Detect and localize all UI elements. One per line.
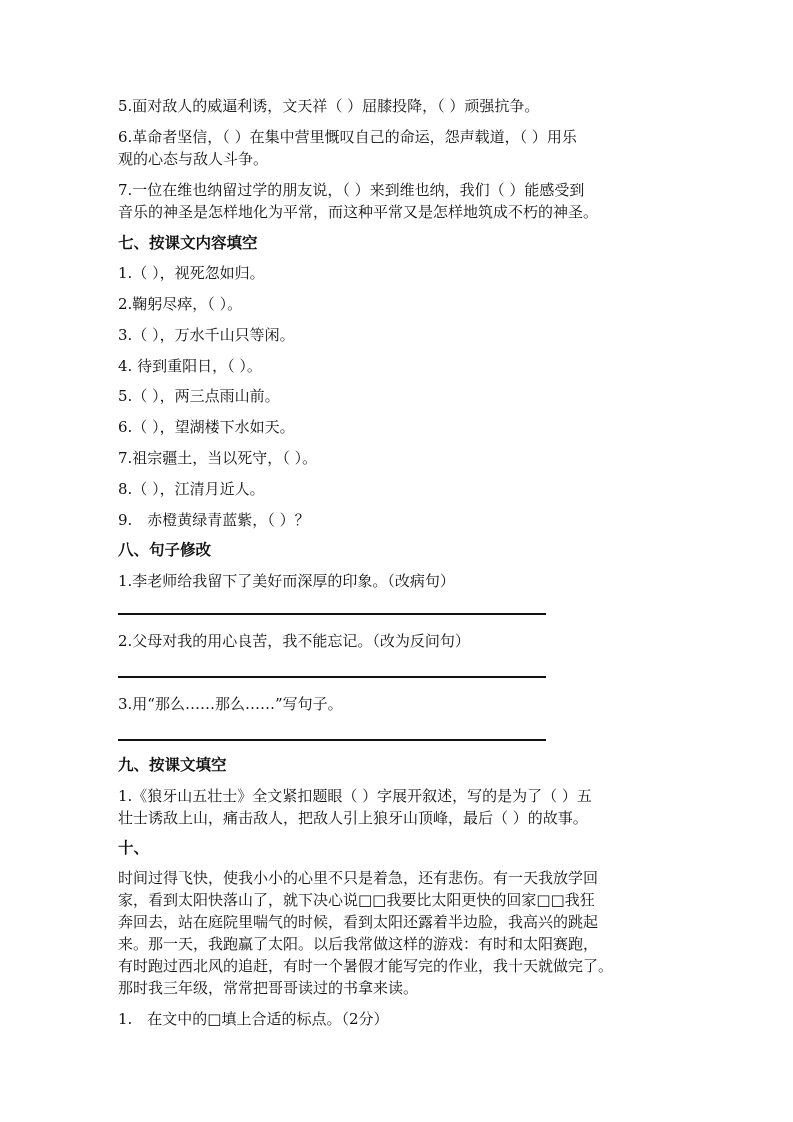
fill-item-7-9: 9. 赤橙黄绿青蓝紫，（ ）？: [118, 511, 310, 529]
passage-line-4: 来。那一天，我跑赢了太阳。以后我常做这样的游戏：有时和太阳赛跑，: [118, 935, 599, 953]
section-9-heading: 九、按课文填空: [118, 756, 227, 774]
passage-line-6: 那时我三年级，常常把哥哥读过的书拿来读。: [118, 979, 419, 997]
answer-line-8-3[interactable]: [118, 739, 546, 741]
question-6-6-line2: 观的心态与敌人斗争。: [118, 150, 269, 168]
fill-item-7-5: 5.（ ），两三点雨山前。: [118, 387, 280, 405]
rewrite-item-8-3: 3.用“那么……那么……”写句子。: [118, 695, 343, 713]
fill-item-7-2: 2.鞠躬尽瘁，（ ）。: [118, 295, 243, 313]
passage-question-1: 1. 在文中的□填上合适的标点。（2分）: [118, 1010, 389, 1028]
question-6-7-line2: 音乐的神圣是怎样地化为平常，而这种平常又是怎样地筑成不朽的神圣。: [118, 203, 599, 221]
passage-line-5: 有时跑过西北风的追赶，有时一个暑假才能写完的作业，我十天就做完了。: [118, 957, 614, 975]
section-8-heading: 八、句子修改: [118, 541, 212, 559]
passage-line-3: 奔回去，站在庭院里喘气的时候，看到太阳还露着半边脸，我高兴的跳起: [118, 913, 599, 931]
fill-item-7-4: 4. 待到重阳日，（ ）。: [118, 357, 262, 375]
question-6-7-line1: 7.一位在维也纳留过学的朋友说，（ ）来到维也纳，我们（ ）能感受到: [118, 181, 585, 199]
rewrite-item-8-2: 2.父母对我的用心良苦，我不能忘记。（改为反问句）: [118, 632, 470, 650]
section-7-heading: 七、按课文内容填空: [118, 234, 258, 252]
passage-line-2: 家，看到太阳快落山了，就下决心说□□我要比太阳更快的回家□□我狂: [118, 891, 595, 909]
fill-item-9-1-line2: 壮士诱敌上山，痛击敌人，把敌人引上狼牙山顶峰，最后（ ）的故事。: [118, 809, 588, 827]
question-6-5: 5.面对敌人的威逼利诱，文天祥（ ）屈膝投降，（ ）顽强抗争。: [118, 97, 540, 115]
fill-item-7-6: 6.（ ），望湖楼下水如天。: [118, 418, 295, 436]
fill-item-7-3: 3.（ ），万水千山只等闲。: [118, 326, 295, 344]
question-6-6-line1: 6.革命者坚信，（ ）在集中营里慨叹自己的命运，怨声载道，（ ）用乐: [118, 128, 577, 146]
answer-line-8-2[interactable]: [118, 676, 546, 678]
fill-item-7-8: 8.（ ），江清月近人。: [118, 480, 265, 498]
fill-item-9-1-line1: 1.《狼牙山五壮士》全文紧扣题眼（ ）字展开叙述，写的是为了（ ）五: [118, 787, 592, 805]
answer-line-8-1[interactable]: [118, 613, 546, 615]
section-10-heading: 十、: [118, 839, 150, 857]
fill-item-7-1: 1.（ ），视死忽如归。: [118, 264, 265, 282]
fill-item-7-7: 7.祖宗疆土，当以死守，（ ）。: [118, 449, 318, 467]
passage-line-1: 时间过得飞快，使我小小的心里不只是着急，还有悲伤。有一天我放学回: [118, 869, 599, 887]
rewrite-item-8-1: 1.李老师给我留下了美好而深厚的印象。（改病句）: [118, 572, 455, 590]
